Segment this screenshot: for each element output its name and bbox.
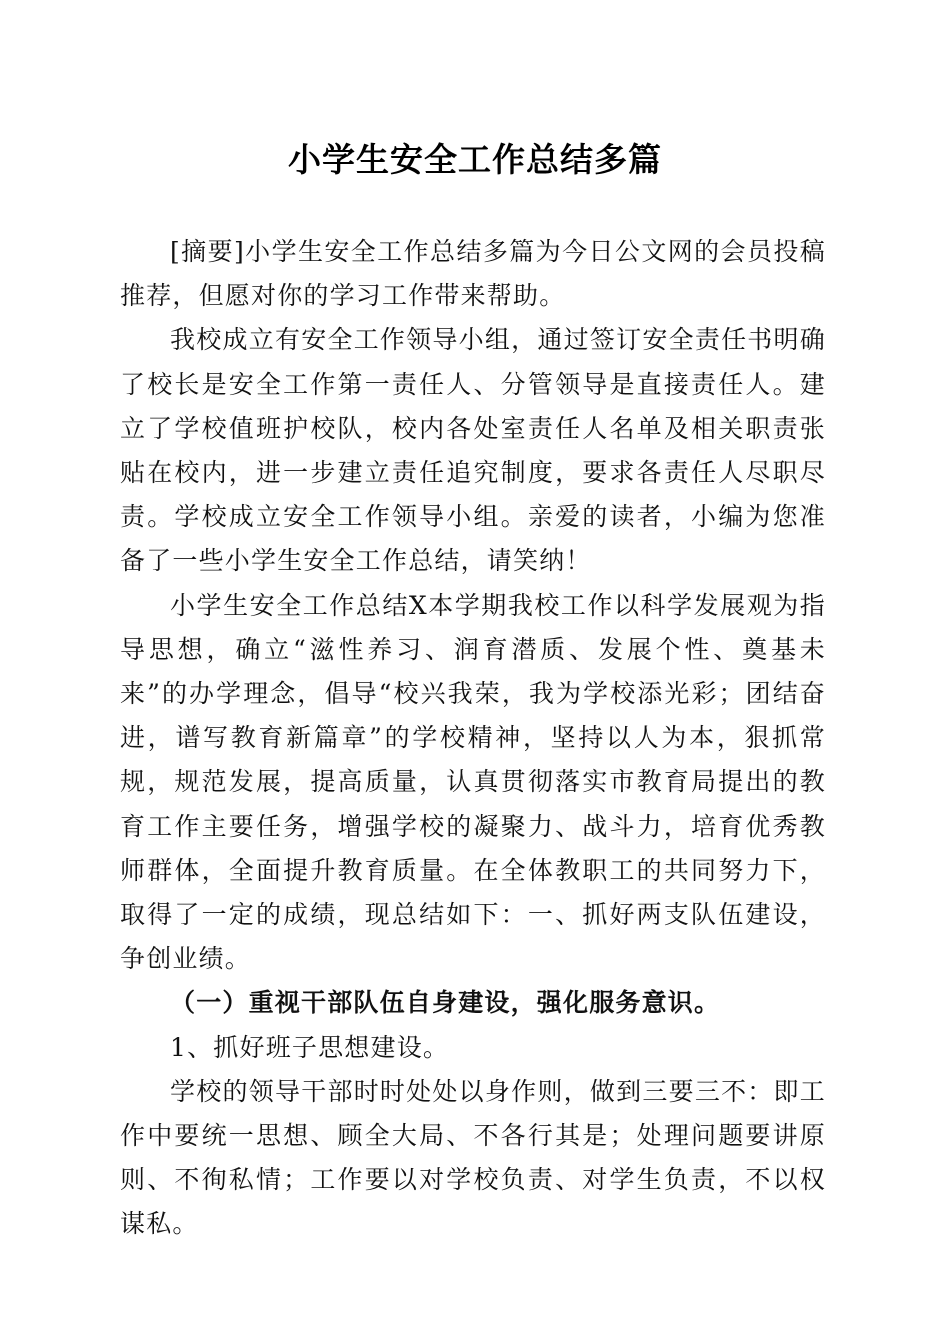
document-body <box>120 230 826 1247</box>
paragraph-semester-summary: 小学生安全工作总结X本学期我校工作以科学发展观为指导思想，确立“滋性养习、润育潜质、发展个性、奠基未来”的办学理念，倡导“校兴我荣，我为学校添光彩；团结奋进，谱写教育新篇章”的学校精神，坚持以人为本，狠抓常规，规范发展，提高质量，认真贯彻落实市教育局提出的教育工作主要任务，增强学校的凝聚力、战斗力，培育优秀教师群体，全面提升教育质量。在全体教职工的共同努力下，取得了一定的成绩，现总结如下：一、抓好两支队伍建设，争创业绩。 <box>120 590 826 974</box>
document-title: 小学生安全工作总结多篇 <box>288 140 662 179</box>
paragraph-abstract: [摘要]小学生安全工作总结多篇为今日公文网的会员投稿推荐，但愿对你的学习工作带来帮助。 <box>120 237 826 311</box>
subsection-heading: 1、抓好班子思想建设。 <box>170 1032 450 1062</box>
paragraph-leadership: 学校的领导干部时时处处以身作则，做到三要三不：即工作中要统一思想、顾全大局、不各行其是；处理问题要讲原则、不徇私情；工作要以对学校负责、对学生负责，不以权谋私。 <box>120 1076 826 1239</box>
section-heading: （一）重视干部队伍自身建设，强化服务意识。 <box>170 988 721 1018</box>
paragraph-safety-group: 我校成立有安全工作领导小组，通过签订安全责任书明确了校长是安全工作第一责任人、分管领导是直接责任人。建立了学校值班护校队，校内各处室责任人名单及相关职责张贴在校内，进一步建立责任追究制度，要求各责任人尽职尽责。学校成立安全工作领导小组。亲爱的读者，小编为您准备了一些小学生安全工作总结，请笑纳！ <box>120 325 826 576</box>
